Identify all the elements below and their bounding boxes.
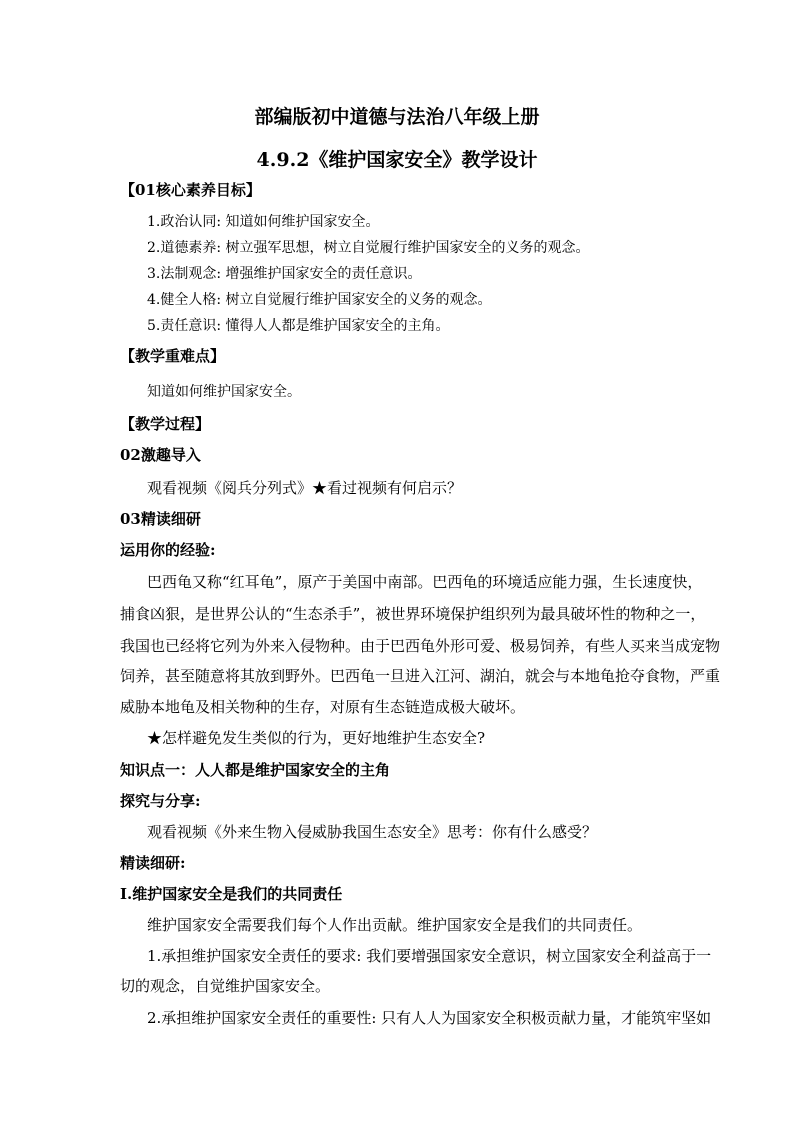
knowledge-point-heading: 知识点一：人人都是维护国家安全的主角: [120, 761, 391, 779]
goal-item: 4.健全人格: 树立自觉履行维护国家安全的义务的观念。: [147, 292, 492, 308]
goal-item: 2.道德素养: 树立强军思想，树立自觉履行维护国家安全的义务的观念。: [147, 240, 590, 256]
paragraph-line: 捕食凶狠，是世界公认的“生态杀手”，被世界环境保护组织列为最具破坏性的物种之一，: [120, 605, 706, 623]
step-heading-03: 03精读细研: [120, 510, 201, 528]
goal-item: 1.政治认同: 知道如何维护国家安全。: [147, 214, 380, 230]
item-line: 切的观念，自觉维护国家安全。: [120, 977, 331, 995]
subsection-text: 维护国家安全需要我们每个人作出贡献。维护国家安全是我们的共同责任。: [147, 916, 643, 934]
explore-text: 观看视频《外来生物入侵威胁我国生态安全》思考：你有什么感受？: [147, 823, 598, 841]
goal-item: 3.法制观念: 增强维护国家安全的责任意识。: [147, 266, 422, 282]
paragraph-line: 我国也已经将它列为外来入侵物种。由于巴西龟外形可爱、极易饲养，有些人买来当成宠物: [120, 637, 721, 655]
subsection-heading: Ⅰ.维护国家安全是我们的共同责任: [120, 885, 343, 903]
step-heading-02: 02激趣导入: [120, 446, 201, 464]
explore-heading: 探究与分享:: [120, 792, 201, 810]
use-experience-heading: 运用你的经验:: [120, 541, 216, 559]
question-text: ★怎样避免发生类似的行为，更好地维护生态安全?: [147, 729, 486, 747]
lesson-title: 4.9.2《维护国家安全》教学设计: [256, 149, 538, 171]
item-line: 1.承担维护国家安全责任的要求: 我们要增强国家安全意识，树立国家安全利益高于一: [147, 947, 712, 965]
item-line: 2.承担维护国家安全责任的重要性: 只有人人为国家安全积极贡献力量，才能筑牢坚如: [147, 1009, 712, 1027]
section-heading-goals: 【01核心素养目标】: [120, 181, 261, 199]
section-heading-keypoints: 【教学重难点】: [120, 347, 226, 365]
section-heading-process: 【教学过程】: [120, 415, 211, 433]
paragraph-line: 饲养，甚至随意将其放到野外。巴西龟一旦进入江河、湖泊，就会与本地龟抢夺食物，严重: [120, 667, 721, 685]
document-title: 部编版初中道德与法治八年级上册: [254, 106, 540, 128]
step-02-text: 观看视频《阅兵分列式》★看过视频有何启示？: [147, 479, 463, 497]
goal-item: 5.责任意识: 懂得人人都是维护国家安全的主角。: [147, 318, 450, 334]
paragraph-line: 巴西龟又称“红耳龟”，原产于美国中南部。巴西龟的环境适应能力强，生长速度快，: [147, 573, 703, 591]
read-heading: 精读细研:: [120, 854, 186, 872]
paragraph-line: 威胁本地龟及相关物种的生存，对原有生态链造成极大破坏。: [120, 698, 526, 716]
keypoint-text: 知道如何维护国家安全。: [147, 384, 301, 400]
